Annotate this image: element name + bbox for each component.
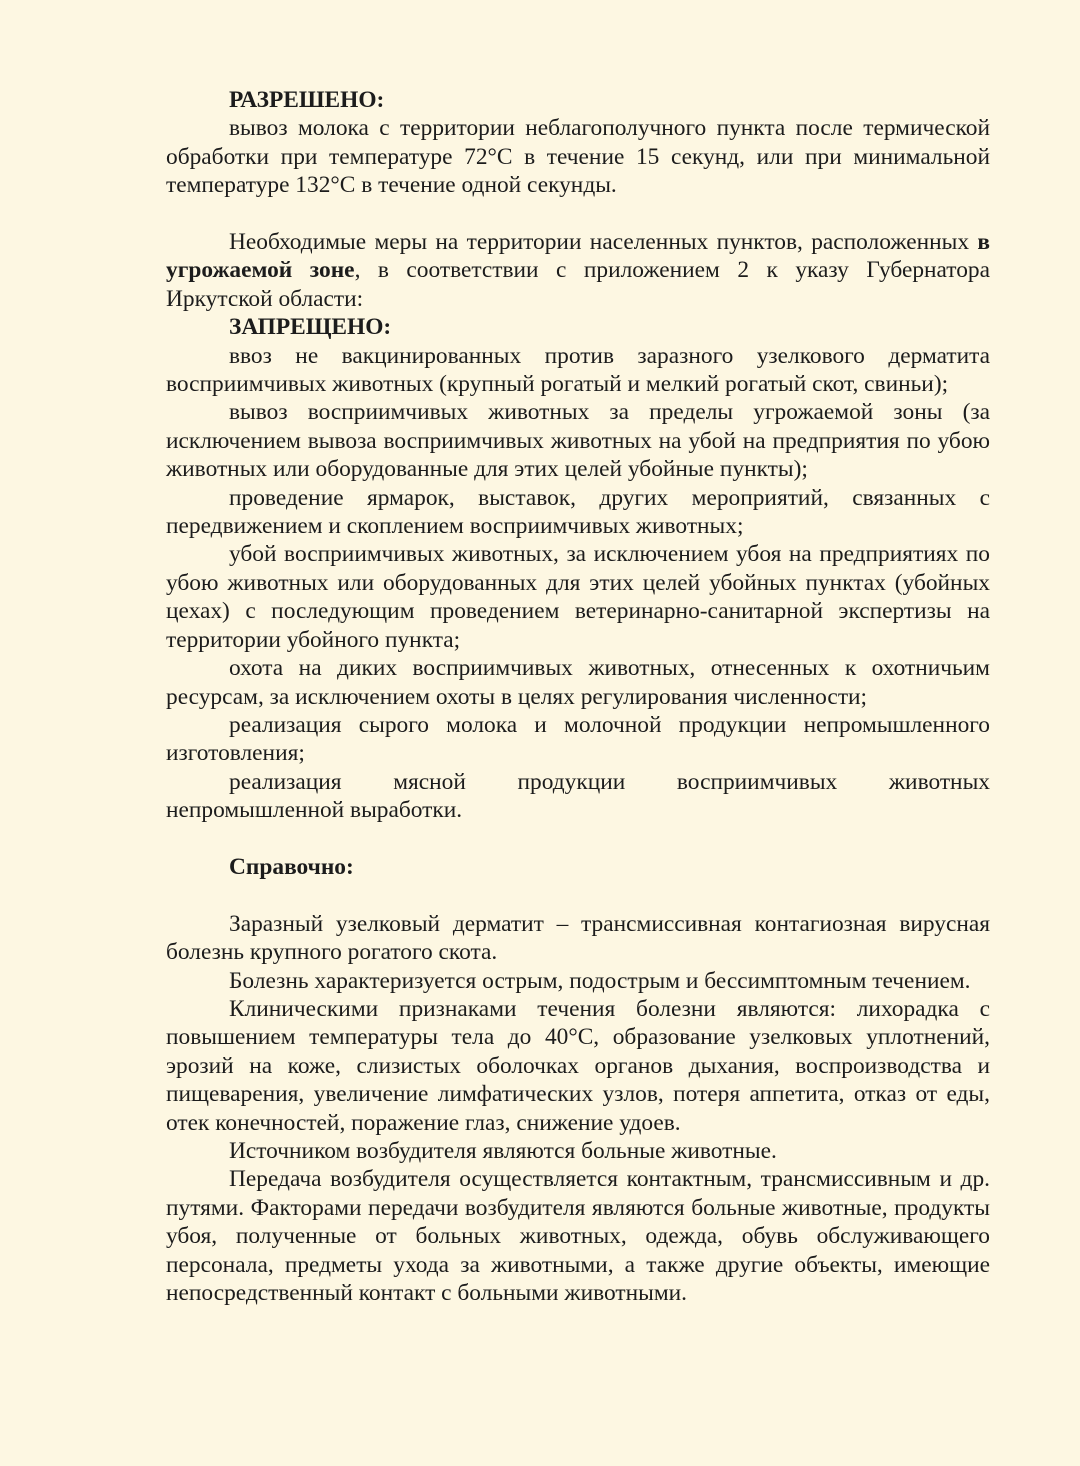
prohibited-item: ввоз не вакцинированных против заразного узелкового дерматита восприимчивых животных (крупный рогатый и мелкий рогатый скот, свиньи);	[166, 342, 990, 398]
reference-paragraph: Заразный узелковый дерматит – трансмиссивная контагиозная вирусная болезнь крупного рогатого скота.	[166, 910, 990, 966]
prohibited-item: реализация мясной продукции восприимчивых животных непромышленной выработки.	[166, 768, 990, 824]
prohibited-heading: ЗАПРЕЩЕНО:	[229, 314, 392, 341]
reference-paragraph: Болезнь характеризуется острым, подострым и бессимптомным течением.	[229, 967, 971, 994]
prohibited-item: проведение ярмарок, выставок, других мероприятий, связанных с передвижением и скоплением восприимчивых животных;	[166, 484, 990, 540]
spacer	[166, 881, 990, 909]
reference-heading: Справочно:	[229, 853, 354, 880]
document-page	[166, 86, 990, 1307]
prohibited-item: вывоз восприимчивых животных за пределы угрожаемой зоны (за исключением вывоза восприимчивых животных на убой на предприятия по убою животных или оборудованные для этих целей убойные пункты);	[166, 399, 990, 483]
reference-paragraph: Передача возбудителя осуществляется контактным, трансмиссивным и др. путями. Факторами передачи возбудителя являются больные животные, продукты убоя, полученные от больных животных, одежда, обувь обслуживающего персонала, предметы ухода за животными, а также другие объекты, имеющие непосредственный контакт с больными животными.	[166, 1166, 990, 1307]
prohibited-item: реализация сырого молока и молочной продукции непромышленного изготовления;	[166, 711, 990, 767]
reference-paragraph: Клиническими признаками течения болезни являются: лихорадка с повышением температуры тела до 40°С, образование узелковых уплотнений, эрозий на коже, слизистых оболочках органов дыхания, воспроизводства и пищеварения, увеличение лимфатических узлов, потеря аппетита, отказ от еды, отек конечностей, поражение глаз, снижение удоев.	[166, 995, 990, 1136]
prohibited-item: убой восприимчивых животных, за исключением убоя на предприятиях по убою животных или оборудованных для этих целей убойных пунктах (убойных цехах) с последующим проведением ветеринарно-санитарной экспертизы на территории убойного пункта;	[166, 541, 990, 653]
threat-zone-intro: Необходимые меры на территории населенных пунктов, расположенных в угрожаемой зоне, в соответствии с приложением 2 к указу Губернатора Иркутской области:	[166, 229, 990, 312]
allowed-heading: РАЗРЕШЕНО:	[229, 87, 385, 113]
prohibited-item: охота на диких восприимчивых животных, отнесенных к охотничьим ресурсам, за исключением охоты в целях регулирования численности;	[166, 655, 990, 710]
reference-paragraph: Источником возбудителя являются больные животные.	[229, 1137, 777, 1164]
allowed-text: вывоз молока с территории неблагополучного пункта после термической обработки при температуре 72°С в течение 15 секунд, или при минимальной температуре 132°С в течение одной секунды.	[166, 115, 990, 199]
spacer	[166, 825, 990, 853]
spacer	[166, 200, 990, 228]
